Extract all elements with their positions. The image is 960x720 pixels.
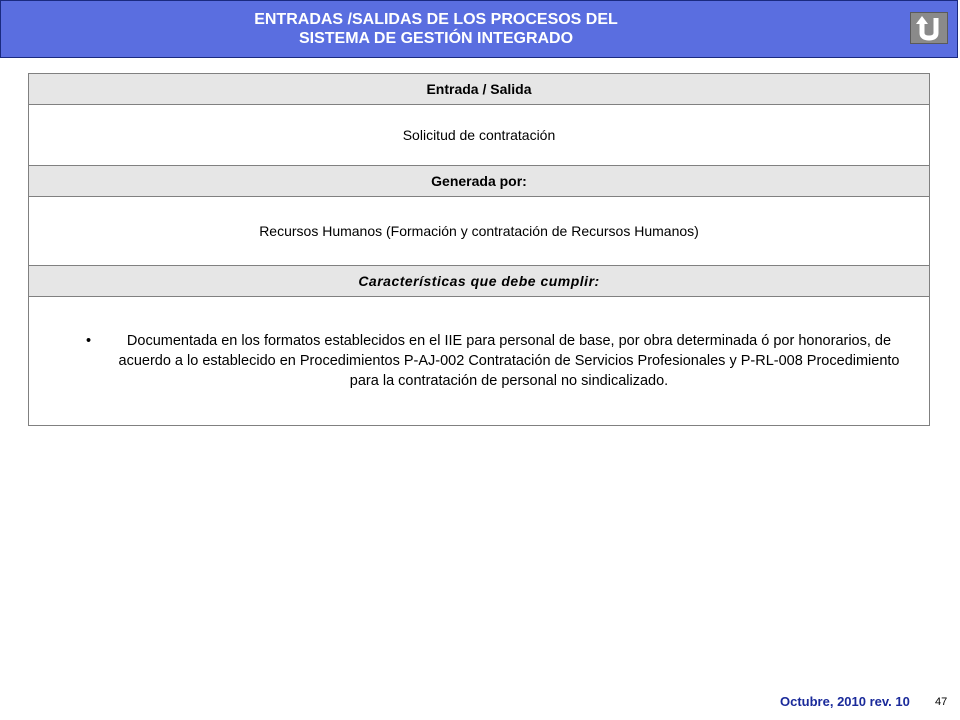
generada-por-value: Recursos Humanos (Formación y contratación de Recursos Humanos) xyxy=(29,197,930,266)
process-io-table xyxy=(28,73,930,426)
generada-por-header: Generada por: xyxy=(29,166,930,197)
title-line-1: ENTRADAS /SALIDAS DE LOS PROCESOS DEL xyxy=(254,11,618,28)
return-u-arrow-icon xyxy=(911,13,947,43)
page-number: 47 xyxy=(935,696,948,708)
slide-header xyxy=(0,0,958,58)
title-line-2: SISTEMA DE GESTIÓN INTEGRADO xyxy=(298,30,574,47)
entrada-salida-value: Solicitud de contratación xyxy=(29,105,930,166)
list-item xyxy=(86,331,915,391)
caracteristicas-header: Características que debe cumplir: xyxy=(29,266,930,297)
entrada-salida-header: Entrada / Salida xyxy=(29,74,930,105)
caracteristicas-value xyxy=(29,297,930,426)
bullet-icon: • xyxy=(86,333,92,349)
back-button[interactable] xyxy=(910,12,948,44)
footer-date-revision: Octubre, 2010 rev. 10 xyxy=(780,694,910,709)
page-title xyxy=(1,10,956,48)
caracteristicas-item-text: Documentada en los formatos establecidos en el IIE para personal de base, por obra determinada ó por honorarios, de acuerdo a lo establecido en Procedimientos P-AJ-002 Contratación de Servicios Profesionales y P-RL-008 Procedimiento para la contratación de personal no sindicalizado. xyxy=(118,333,900,389)
